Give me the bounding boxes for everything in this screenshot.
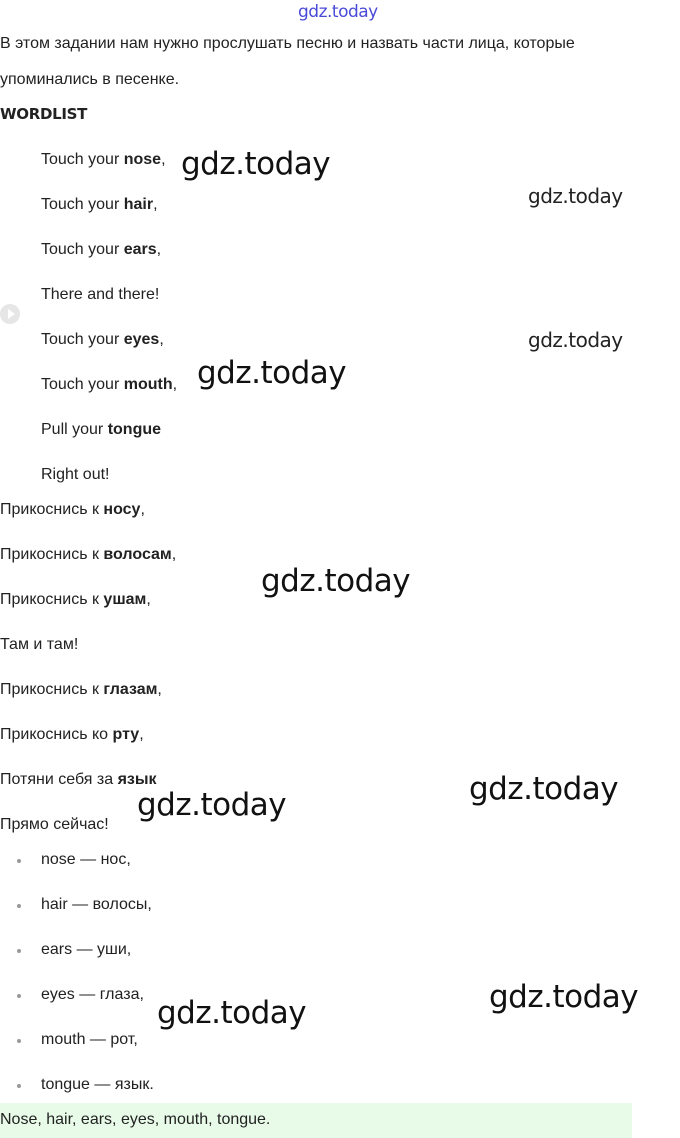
song-en-line: Pull your tongue — [41, 421, 162, 438]
song-ru-line: Потяни себя за язык — [0, 771, 157, 788]
answer-text: Nose, hair, ears, eyes, mouth, tongue. — [0, 1111, 271, 1128]
vocab-item: hair — волосы, — [41, 896, 152, 913]
song-ru-line: Прикоснись к волосам, — [0, 546, 177, 563]
site-logo[interactable]: gdz.today — [298, 2, 378, 22]
bullet-icon — [17, 1039, 21, 1043]
bullet-icon — [17, 904, 21, 908]
watermark: gdz.today — [489, 979, 639, 1015]
watermark: gdz.today — [469, 771, 619, 807]
song-en-line: There and there! — [41, 286, 160, 303]
song-en-line: Right out! — [41, 466, 110, 483]
song-en-line: Touch your hair, — [41, 196, 158, 213]
song-ru-line: Прямо сейчас! — [0, 816, 109, 833]
song-ru-line: Прикоснись ко рту, — [0, 726, 144, 743]
watermark: gdz.today — [157, 995, 307, 1031]
vocab-item: ears — уши, — [41, 941, 132, 958]
play-icon[interactable] — [0, 304, 20, 324]
bullet-icon — [17, 859, 21, 863]
song-en-line: Touch your eyes, — [41, 331, 164, 348]
bullet-icon — [17, 994, 21, 998]
vocab-item: nose — нос, — [41, 851, 131, 868]
song-ru-line: Прикоснись к носу, — [0, 501, 145, 518]
song-ru-line: Прикоснись к глазам, — [0, 681, 162, 698]
vocab-item: tongue — язык. — [41, 1076, 154, 1093]
intro-text-line-1: В этом задании нам нужно прослушать песню и назвать части лица, которые — [0, 35, 575, 52]
watermark: gdz.today — [181, 146, 331, 182]
bullet-icon — [17, 949, 21, 953]
song-ru-line: Прикоснись к ушам, — [0, 591, 151, 608]
vocab-item: mouth — рот, — [41, 1031, 138, 1048]
watermark: gdz.today — [261, 563, 411, 599]
watermark: gdz.today — [197, 355, 347, 391]
bullet-icon — [17, 1084, 21, 1088]
wordlist-heading: WORDLIST — [0, 105, 88, 123]
song-ru-line: Там и там! — [0, 636, 79, 653]
intro-text-line-2: упоминались в песенке. — [0, 71, 180, 88]
song-en-line: Touch your ears, — [41, 241, 162, 258]
vocab-item: eyes — глаза, — [41, 986, 144, 1003]
watermark: gdz.today — [528, 328, 623, 352]
watermark: gdz.today — [137, 787, 287, 823]
song-en-line: Touch your mouth, — [41, 376, 178, 393]
watermark: gdz.today — [528, 184, 623, 208]
song-en-line: Touch your nose, — [41, 151, 166, 168]
